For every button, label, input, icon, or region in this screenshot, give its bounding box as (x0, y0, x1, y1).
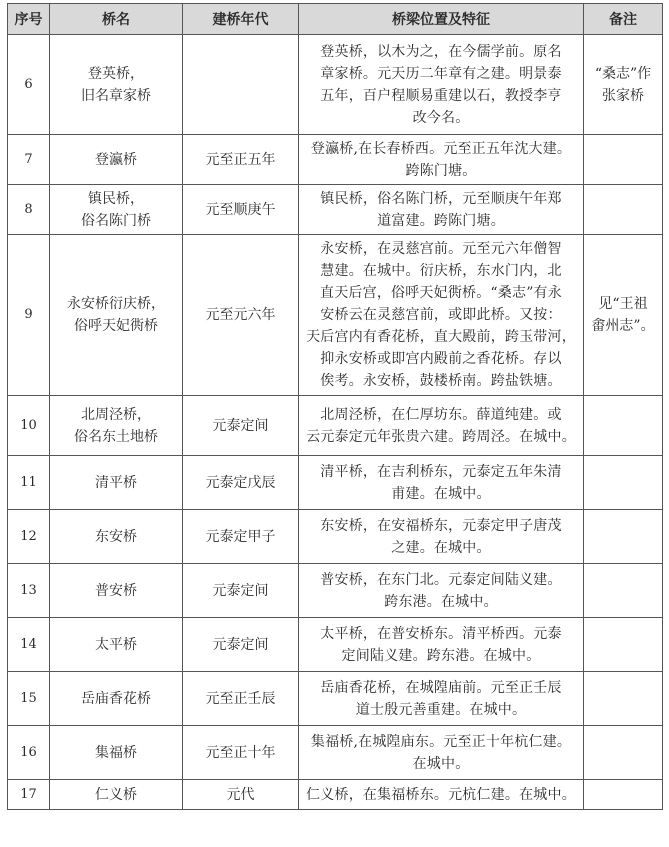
remarks (584, 618, 663, 672)
location-features-line: 道士殷元善重建。在城中。 (355, 701, 527, 718)
location-features-line: 东安桥，在安福桥东，元泰定甲子唐茂 (320, 517, 562, 534)
construction-era: 元代 (183, 780, 299, 810)
remarks (584, 780, 663, 810)
bridge-name-line: 俗呼天妃衖桥 (74, 318, 158, 334)
location-features (299, 456, 584, 510)
table-row (8, 618, 663, 672)
location-features (299, 135, 584, 185)
bridge-name (50, 726, 183, 780)
remarks-line: 畬州志”。 (591, 318, 655, 334)
location-features-line: 集福桥,在城隍庙东。元至正十年杭仁建。 (310, 733, 572, 750)
bridge-name-line: 永安桥衍庆桥， (67, 296, 165, 312)
remarks (584, 35, 663, 135)
table-row (8, 672, 663, 726)
header-remarks: 备注 (584, 4, 663, 35)
bridge-name-line: 岳庙香花桥 (81, 690, 151, 707)
construction-era: 元至元六年 (183, 235, 299, 396)
bridge-name (50, 618, 183, 672)
location-features-line: 清平桥，在吉利桥东，元泰定五年朱清 (320, 463, 562, 480)
row-index: 11 (8, 456, 50, 510)
table-row (8, 780, 663, 810)
bridge-name-line: 清平桥 (95, 474, 137, 491)
row-index: 9 (8, 235, 50, 396)
bridge-name-line: 旧名章家桥 (81, 87, 151, 104)
remarks (584, 396, 663, 456)
table-row (8, 564, 663, 618)
row-index: 12 (8, 510, 50, 564)
location-features-line: 俟考。永安桥，鼓楼桥南。跨盐铁塘。 (320, 373, 562, 389)
remarks (584, 510, 663, 564)
table-row (8, 726, 663, 780)
construction-era: 元至正壬辰 (183, 672, 299, 726)
bridge-name (50, 35, 183, 135)
location-features-line: 跨东港。在城中。 (384, 593, 498, 610)
location-features-line: 太平桥，在普安桥东。清平桥西。元泰 (320, 625, 562, 642)
remarks (584, 235, 663, 396)
remarks (584, 135, 663, 185)
location-features-line: 抑永安桥或即宫内殿前之香花桥。存以 (320, 351, 562, 367)
location-features-line: 道富建。跨陈门塘。 (377, 212, 505, 229)
table-row (8, 35, 663, 135)
location-features-line: 安桥云在灵慈宫前，或即此桥。又按： (320, 307, 562, 323)
header-location-features: 桥梁位置及特征 (299, 4, 584, 35)
location-features-line: 之建。在城中。 (391, 539, 491, 556)
location-features-line: 登英桥，以木为之，在今儒学前。原名 (320, 43, 562, 60)
table-row (8, 135, 663, 185)
table-row (8, 396, 663, 456)
location-features-line: 改今名。 (412, 109, 470, 126)
bridge-name (50, 396, 183, 456)
location-features (299, 396, 584, 456)
remarks (584, 456, 663, 510)
location-features-line: 仁义桥，在集福桥东。元杭仁建。在城中。 (306, 786, 576, 803)
location-features-line: 定间陆义建。跨东港。在城中。 (341, 647, 541, 664)
bridge-name-line: 太平桥 (95, 636, 137, 653)
remarks-line: 张家桥 (602, 87, 644, 104)
location-features-line: 镇民桥，俗名陈门桥，元至顺庚午年郑 (320, 190, 562, 207)
row-index: 7 (8, 135, 50, 185)
bridge-name (50, 510, 183, 564)
row-index: 8 (8, 185, 50, 235)
construction-era: 元至正五年 (183, 135, 299, 185)
location-features-line: 直天后宫，俗呼天妃衖桥。“桑志”有永 (320, 285, 562, 301)
remarks-line: “桑志”作 (594, 65, 652, 82)
bridge-name-line: 俗名东土地桥 (74, 428, 158, 445)
construction-era: 元泰定甲子 (183, 510, 299, 564)
row-index: 13 (8, 564, 50, 618)
location-features-line: 跨陈门塘。 (405, 162, 477, 179)
location-features (299, 672, 584, 726)
bridge-name (50, 672, 183, 726)
table-row (8, 456, 663, 510)
bridge-name-line: 集福桥 (95, 744, 137, 761)
location-features (299, 564, 584, 618)
location-features-line: 普安桥，在东门北。元泰定间陆义建。 (320, 571, 562, 588)
bridge-name-line: 普安桥 (95, 582, 137, 599)
construction-era: 元泰定间 (183, 618, 299, 672)
remarks-line: 见“王祖 (598, 296, 648, 312)
bridge-name (50, 456, 183, 510)
table-row (8, 235, 663, 396)
location-features-line: 在城中。 (412, 755, 470, 772)
row-index: 10 (8, 396, 50, 456)
location-features-line: 岳庙香花桥，在城隍庙前。元至正壬辰 (320, 679, 562, 696)
location-features (299, 35, 584, 135)
location-features-line: 章家桥。元天历二年章有之建。明景泰 (320, 65, 562, 82)
row-index: 6 (8, 35, 50, 135)
table-row (8, 510, 663, 564)
remarks (584, 185, 663, 235)
row-index: 15 (8, 672, 50, 726)
location-features (299, 185, 584, 235)
bridge-name-line: 镇民桥， (88, 190, 144, 207)
table-header-row (8, 4, 663, 35)
bridge-name-line: 东安桥 (95, 528, 137, 545)
header-construction-era: 建桥年代 (183, 4, 299, 35)
row-index: 17 (8, 780, 50, 810)
location-features (299, 510, 584, 564)
bridge-name-line: 登瀛桥 (95, 151, 137, 168)
table-row (8, 185, 663, 235)
location-features (299, 618, 584, 672)
location-features (299, 726, 584, 780)
bridge-table (7, 3, 663, 810)
construction-era: 元泰定戊辰 (183, 456, 299, 510)
remarks (584, 672, 663, 726)
bridge-name-line: 仁义桥 (95, 786, 137, 803)
bridge-name (50, 564, 183, 618)
bridge-name-line: 北周泾桥， (81, 406, 151, 423)
row-index: 16 (8, 726, 50, 780)
row-index: 14 (8, 618, 50, 672)
location-features-line: 永安桥，在灵慈宫前。元至元六年僧智 (320, 241, 562, 257)
bridge-name-line: 登英桥， (88, 65, 144, 82)
bridge-name (50, 185, 183, 235)
bridge-name-line: 俗名陈门桥 (81, 212, 151, 229)
construction-era: 元至顺庚午 (183, 185, 299, 235)
remarks (584, 564, 663, 618)
construction-era: 元泰定间 (183, 396, 299, 456)
location-features (299, 235, 584, 396)
location-features-line: 甫建。在城中。 (391, 485, 491, 502)
location-features-line: 登瀛桥,在长春桥西。元至正五年沈大建。 (310, 140, 572, 157)
bridge-name (50, 780, 183, 810)
location-features-line: 五年，百户程顺易重建以石，教授李亨 (320, 87, 562, 104)
bridge-name (50, 235, 183, 396)
header-bridge-name: 桥名 (50, 4, 183, 35)
location-features (299, 780, 584, 810)
location-features-line: 天后宫内有香花桥，直大殿前，跨玉带河， (306, 329, 576, 345)
construction-era: 元至正十年 (183, 726, 299, 780)
header-index: 序号 (8, 4, 50, 35)
construction-era (183, 35, 299, 135)
construction-era: 元泰定间 (183, 564, 299, 618)
bridge-name (50, 135, 183, 185)
location-features-line: 云元泰定元年张贵六建。跨周泾。在城中。 (306, 428, 576, 445)
location-features-line: 北周泾桥，在仁厚坊东。薛道纯建。或 (320, 406, 562, 423)
remarks (584, 726, 663, 780)
location-features-line: 慧建。在城中。衍庆桥，东水门内，北 (320, 263, 562, 279)
